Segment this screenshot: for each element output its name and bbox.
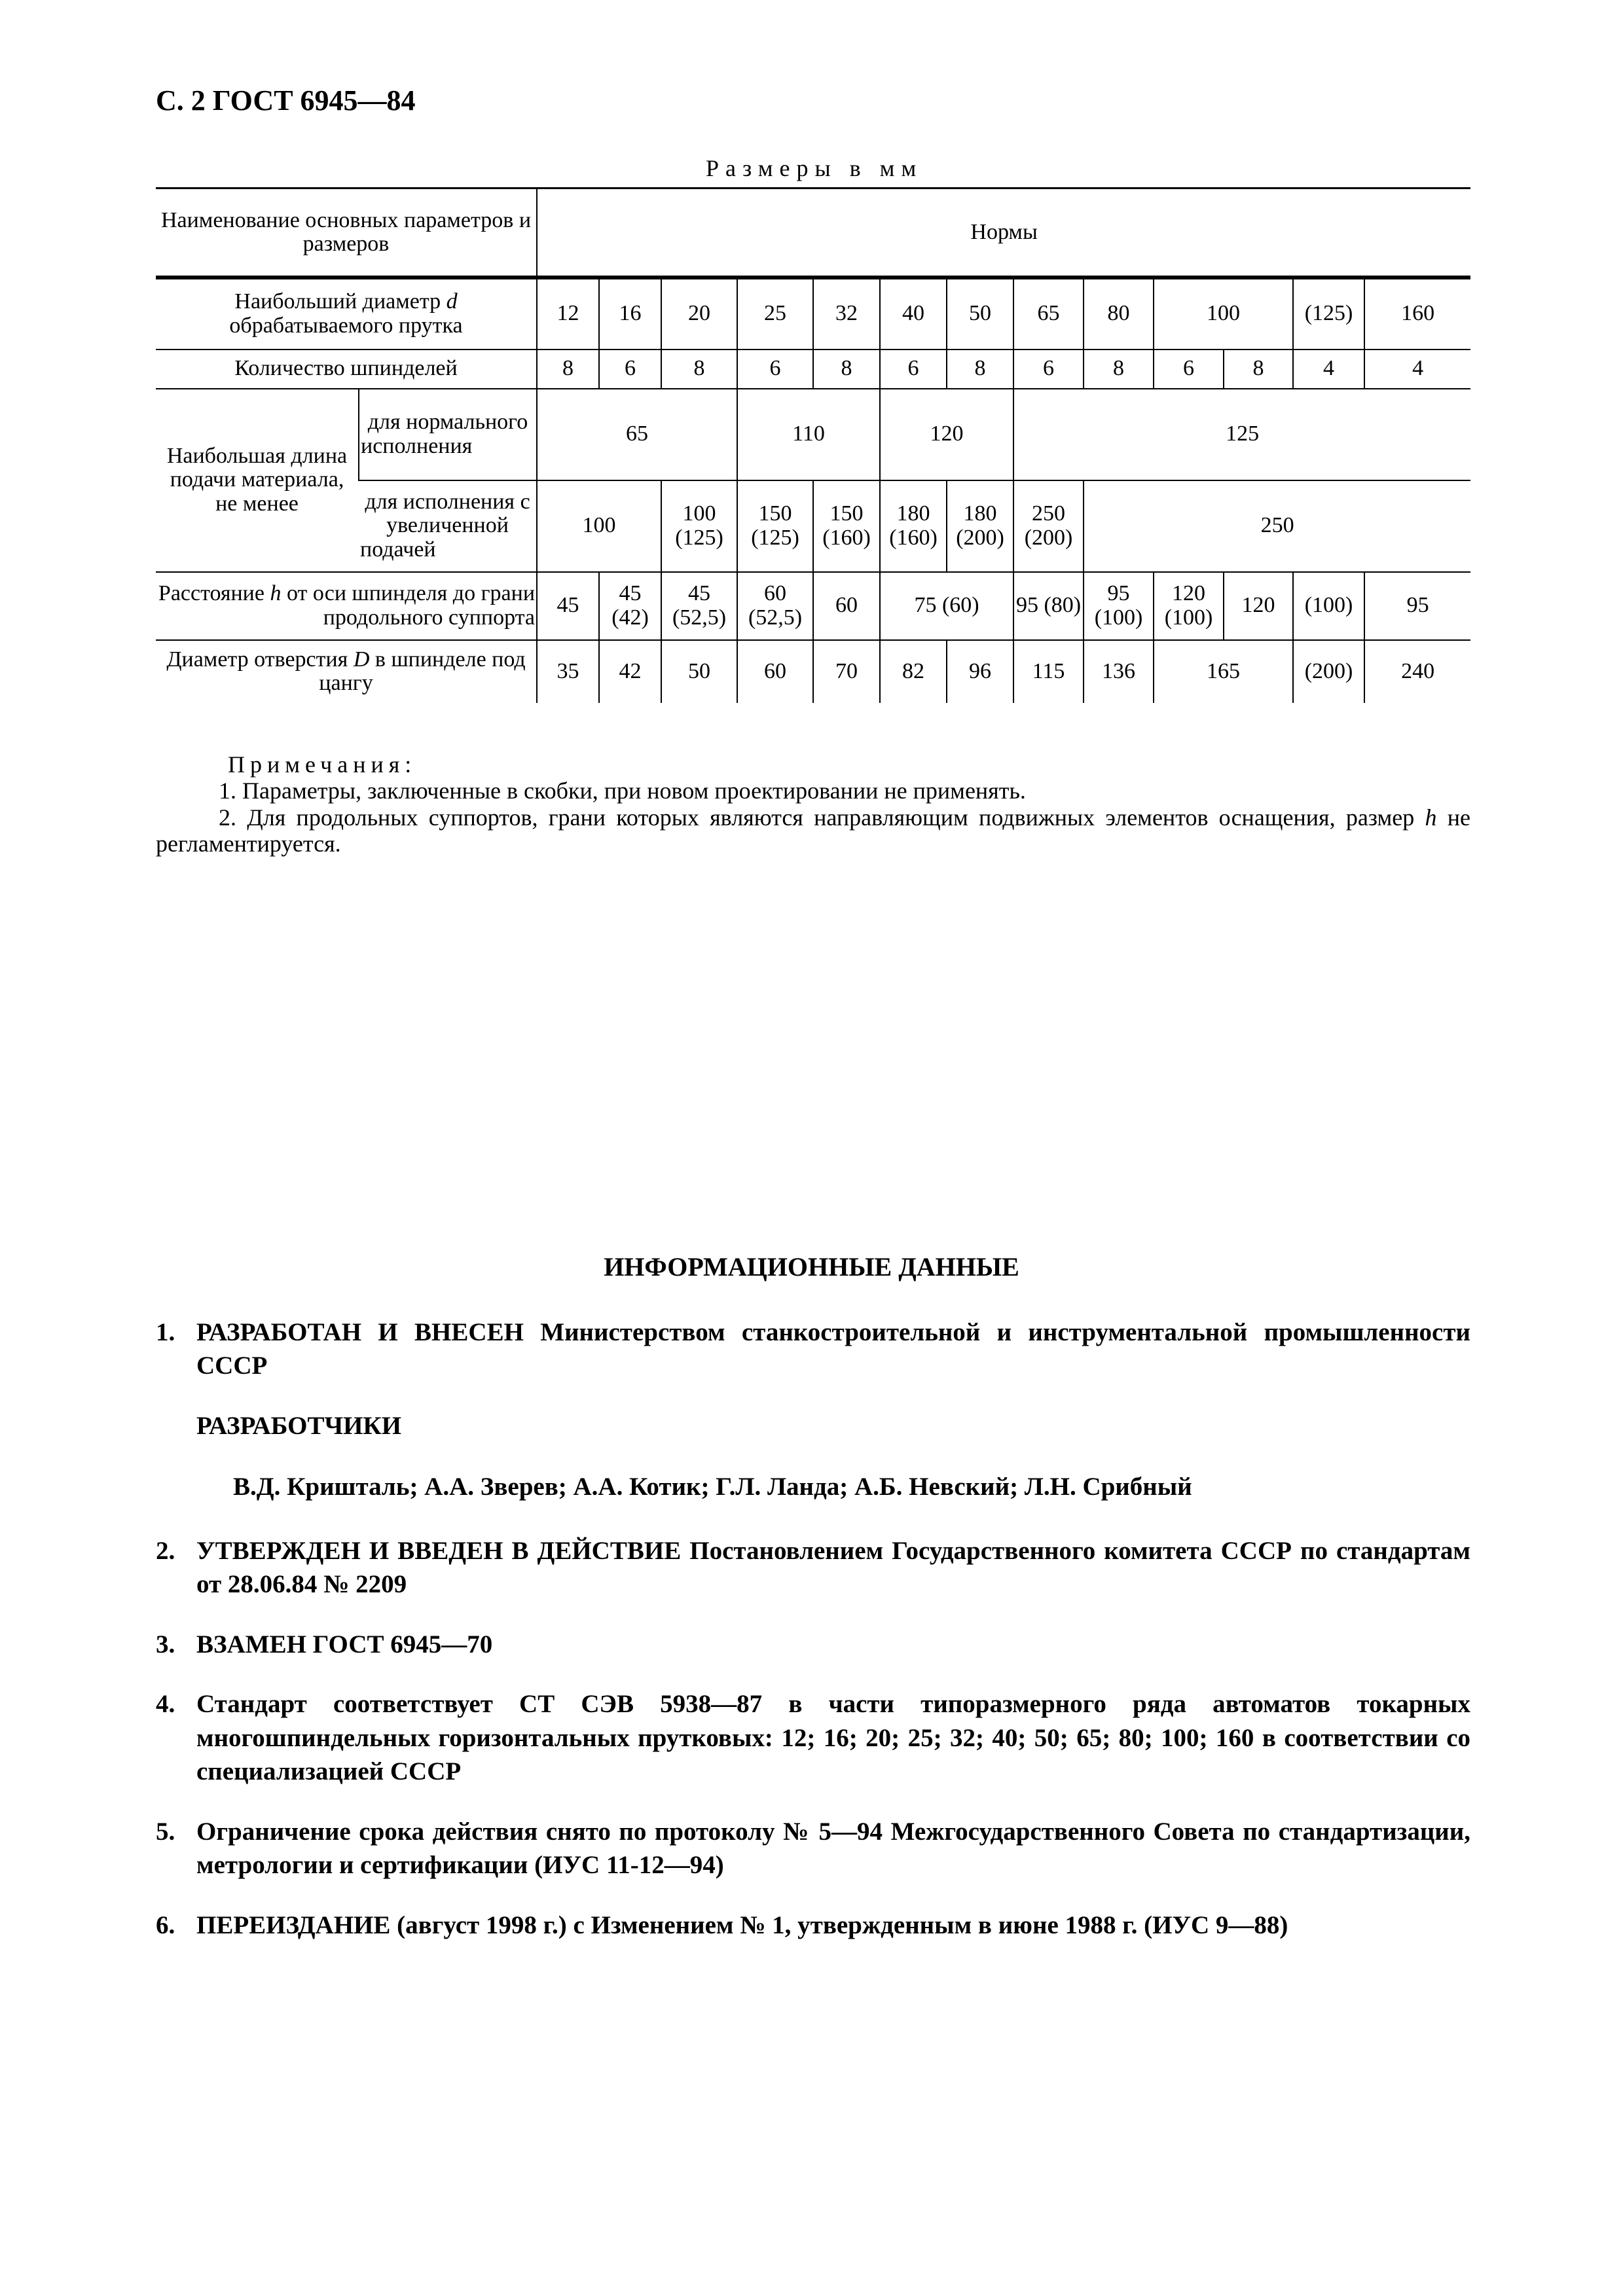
table-cell: 120 — [1224, 572, 1293, 640]
table-cell: 12 — [537, 278, 599, 350]
header-param-cell: Наименование основных параметров и размеров — [160, 207, 532, 256]
info-text: УТВЕРЖДЕН И ВВЕДЕН В ДЕЙСТВИЕ Постановлением Государственного комитета СССР по стандартам от 28.06.84 № 2209 — [196, 1536, 1470, 1599]
table-cell: 35 — [537, 640, 599, 703]
table-cell: 165 — [1154, 640, 1293, 703]
table-cell: 20 — [661, 278, 737, 350]
table-cell: 95 (80) — [1013, 572, 1084, 640]
table-cell: 32 — [813, 278, 880, 350]
table-cell: 8 — [537, 350, 599, 389]
table-row-distance — [156, 572, 1470, 640]
info-title: ИНФОРМАЦИОННЫЕ ДАННЫЕ — [604, 1252, 1019, 1282]
table-cell: 82 — [880, 640, 947, 703]
table-cell: 115 — [1013, 640, 1084, 703]
table-cell: 6 — [599, 350, 661, 389]
table-cell: 95 — [1364, 572, 1470, 640]
table-cell: 160 — [1364, 278, 1470, 350]
table-cell: 6 — [737, 350, 813, 389]
info-item-3: 3. ВЗАМЕН ГОСТ 6945—70 — [156, 1628, 1470, 1661]
table-cell: 150 (160) — [813, 480, 880, 572]
row-label: Диаметр отверстия D в шпинделе под цангу — [166, 647, 526, 695]
table-cell: 8 — [813, 350, 880, 389]
table-cell: 8 — [1224, 350, 1293, 389]
info-item-4: 4. Стандарт соответствует СТ СЭВ 5938—87 в части типоразмерного ряда автоматов токарных многошпиндельных горизонтальных прутковых: 12; 16; 20; 25; 32; 40; 50; 65; 80; 100; 160 в соответствии со специализацией СССР — [156, 1687, 1470, 1788]
table-cell: 8 — [1084, 350, 1154, 389]
header-norms-cell: Нормы — [537, 188, 1470, 278]
table-cell: 60 (52,5) — [737, 572, 813, 640]
table-cell: 45 — [537, 572, 599, 640]
info-item-2: 2. УТВЕРЖДЕН И ВВЕДЕН В ДЕЙСТВИЕ Постановлением Государственного комитета СССР по стандартам от 28.06.84 № 2209 — [156, 1534, 1470, 1602]
row-label: Наибольший диаметр d обрабатываемого прутка — [229, 289, 463, 338]
table-cell: 6 — [1154, 350, 1224, 389]
table-cell: (200) — [1293, 640, 1364, 703]
sub-row-label: для исполнения с увеличенной подачей — [360, 490, 530, 562]
info-item-6: 6. ПЕРЕИЗДАНИЕ (август 1998 г.) с Изменением № 1, утвержденным в июне 1988 г. (ИУС 9—88) — [156, 1909, 1470, 1942]
info-text: Ограничение срока действия снято по протоколу № 5—94 Межгосударственного Совета по стандартизации, метрологии и сертификации (ИУС 11-12—94) — [196, 1817, 1470, 1880]
table-cell: 180 (160) — [880, 480, 947, 572]
row-label: Количество шпинделей — [234, 356, 458, 381]
table-cell: 120 — [880, 389, 1013, 480]
table-header-row — [156, 188, 1470, 278]
variable-h: h — [1425, 804, 1437, 831]
table-row-spindles — [156, 350, 1470, 389]
table-cell: 240 — [1364, 640, 1470, 703]
row-label: Расстояние h от оси шпинделя до грани продольного суппорта — [158, 581, 536, 630]
developers-list: В.Д. Кришталь; А.А. Зверев; А.А. Котик; Г.Л. Ланда; А.Б. Невский; Л.Н. Срибный — [233, 1473, 1192, 1501]
table-cell: 65 — [1013, 278, 1084, 350]
table-cell: 150 (125) — [737, 480, 813, 572]
units-caption: Размеры в мм — [706, 155, 923, 181]
table-cell: 4 — [1293, 350, 1364, 389]
note-item: 2. Для продольных суппортов, грани которых являются направляющим подвижных элементов оснащения, размер h не регламентируется. — [156, 804, 1470, 857]
table-cell: 70 — [813, 640, 880, 703]
table-cell: 6 — [880, 350, 947, 389]
table-cell: 8 — [661, 350, 737, 389]
parameters-table — [156, 187, 1470, 703]
table-cell: 120 (100) — [1154, 572, 1224, 640]
table-cell: 250 — [1084, 480, 1470, 572]
table-cell: 25 — [737, 278, 813, 350]
table-cell: (125) — [1293, 278, 1364, 350]
table-cell: 125 — [1013, 389, 1470, 480]
table-cell: 100 (125) — [661, 480, 737, 572]
table-cell: 50 — [661, 640, 737, 703]
table-cell: 100 — [537, 480, 661, 572]
table-cell: 60 — [813, 572, 880, 640]
table-cell: 65 — [537, 389, 737, 480]
table-cell: 80 — [1084, 278, 1154, 350]
notes-section — [156, 751, 1470, 857]
info-text: ПЕРЕИЗДАНИЕ (август 1998 г.) с Изменением № 1, утвержденным в июне 1988 г. (ИУС 9—88) — [196, 1910, 1288, 1939]
table-cell: 136 — [1084, 640, 1154, 703]
table-cell: 110 — [737, 389, 880, 480]
table-cell: 250 (200) — [1013, 480, 1084, 572]
table-row-diameter — [156, 278, 1470, 350]
table-cell: (100) — [1293, 572, 1364, 640]
row-label: Наибольшая длина подачи материала, не менее — [166, 444, 348, 516]
table-row-hole — [156, 640, 1470, 703]
table-cell: 50 — [947, 278, 1013, 350]
info-text: ВЗАМЕН ГОСТ 6945—70 — [196, 1630, 493, 1659]
table-cell: 60 — [737, 640, 813, 703]
page-header: С. 2 ГОСТ 6945—84 — [156, 84, 416, 117]
developers-title: РАЗРАБОТЧИКИ — [196, 1411, 402, 1440]
table-cell: 75 (60) — [880, 572, 1013, 640]
table-cell: 95 (100) — [1084, 572, 1154, 640]
table-cell: 4 — [1364, 350, 1470, 389]
table-row-feed-normal — [156, 389, 1470, 480]
table-cell: 8 — [947, 350, 1013, 389]
table-cell: 40 — [880, 278, 947, 350]
info-section — [156, 1316, 1470, 1968]
table-cell: 45 (42) — [599, 572, 661, 640]
table-cell: 45 (52,5) — [661, 572, 737, 640]
table-cell: 42 — [599, 640, 661, 703]
note-item: 1. Параметры, заключенные в скобки, при новом проектировании не применять. — [219, 778, 1026, 804]
sub-row-label: для нормального исполнения — [359, 389, 537, 480]
info-item-1: 1. РАЗРАБОТАН И ВНЕСЕН Министерством станкостроительной и инструментальной промышленности СССР — [156, 1316, 1470, 1383]
notes-title: Примечания: — [228, 751, 417, 778]
info-item-5: 5. Ограничение срока действия снято по протоколу № 5—94 Межгосударственного Совета по стандартизации, метрологии и сертификации (ИУС 11-12—94) — [156, 1815, 1470, 1882]
table-cell: 180 (200) — [947, 480, 1013, 572]
table-cell: 100 — [1154, 278, 1293, 350]
info-text: РАЗРАБОТАН И ВНЕСЕН Министерством станкостроительной и инструментальной промышленности СССР — [196, 1318, 1470, 1380]
table-cell: 16 — [599, 278, 661, 350]
info-text: Стандарт соответствует СТ СЭВ 5938—87 в части типоразмерного ряда автоматов токарных многошпиндельных горизонтальных прутковых: 12; 16; 20; 25; 32; 40; 50; 65; 80; 100; 160 в соответствии со специализацией СССР — [196, 1690, 1470, 1786]
table-cell: 6 — [1013, 350, 1084, 389]
table-cell: 96 — [947, 640, 1013, 703]
